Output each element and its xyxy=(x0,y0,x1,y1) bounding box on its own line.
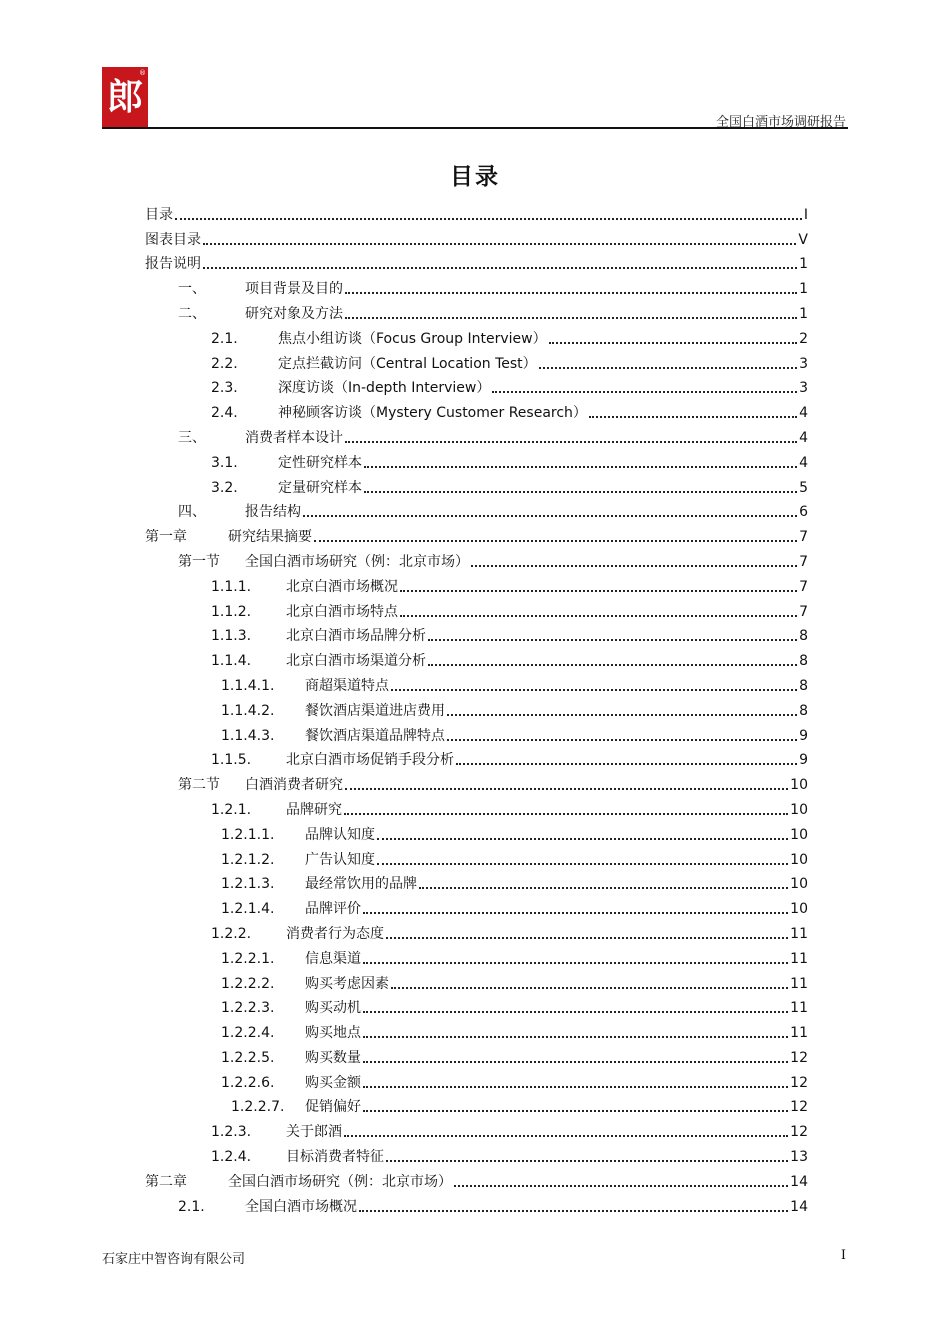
toc-entry-number: 1.2.1.4. xyxy=(221,901,275,918)
toc-entry[interactable] xyxy=(145,794,808,819)
toc-entry-number: 1.2.2.6. xyxy=(221,1074,275,1091)
toc-entry-page: 9 xyxy=(799,752,808,769)
toc-entry-label: 目标消费者特征 xyxy=(286,1149,384,1166)
toc-entry-number: 2.1. xyxy=(178,1198,205,1215)
toc-entry-label: 餐饮酒店渠道品牌特点 xyxy=(305,727,445,744)
toc-entry-page: 8 xyxy=(799,677,808,694)
toc-entry[interactable] xyxy=(145,769,808,794)
toc-entry-page: I xyxy=(803,206,808,223)
toc-entry-page: 3 xyxy=(799,380,808,397)
toc-entry-page: 7 xyxy=(799,603,808,620)
toc-entry-label: 北京白酒市场促销手段分析 xyxy=(286,752,454,769)
toc-entry-label: 信息渠道 xyxy=(305,950,361,967)
toc-entry-number: 1.2.2.7. xyxy=(231,1099,285,1116)
toc-entry-label: 最经常饮用的品牌 xyxy=(305,876,417,893)
toc-entry[interactable] xyxy=(145,1042,808,1067)
toc-leader-dots xyxy=(345,440,797,443)
toc-entry-number: 第一节 xyxy=(178,553,220,570)
toc-entry-label: 研究对象及方法 xyxy=(245,305,343,322)
toc-leader-dots xyxy=(471,564,797,567)
toc-entry-page: 12 xyxy=(790,1074,808,1091)
toc-entry[interactable] xyxy=(145,249,808,274)
toc-entry-number: 2.2. xyxy=(211,355,238,372)
toc-entry[interactable] xyxy=(145,745,808,770)
toc-entry-page: 7 xyxy=(799,553,808,570)
toc-entry-label: 研究结果摘要 xyxy=(228,529,312,546)
toc-entry-label: 购买动机 xyxy=(305,1000,361,1017)
toc-entry-number: 第二章 xyxy=(145,1173,187,1190)
toc-entry-number: 1.2.1. xyxy=(211,801,252,818)
toc-entry-label: 品牌研究 xyxy=(286,801,342,818)
toc-entry[interactable] xyxy=(145,893,808,918)
toc-leader-dots xyxy=(345,316,797,319)
toc-entry-number: 1.2.2. xyxy=(211,925,252,942)
toc-leader-dots xyxy=(447,738,797,741)
toc-entry-number: 1.2.2.3. xyxy=(221,1000,275,1017)
toc-entry[interactable] xyxy=(145,943,808,968)
toc-entry-label: 图表目录 xyxy=(145,231,201,248)
toc-entry-number: 1.2.1.3. xyxy=(221,876,275,893)
toc-entry-label: 品牌评价 xyxy=(305,901,361,918)
toc-entry-page: 9 xyxy=(799,727,808,744)
toc-entry-page: 10 xyxy=(790,851,808,868)
toc-entry-number: 1.1.4.1. xyxy=(221,677,275,694)
toc-entry-page: 11 xyxy=(790,1000,808,1017)
toc-entry-page: 11 xyxy=(790,925,808,942)
toc-entry-label: 项目背景及目的 xyxy=(245,281,343,298)
toc-leader-dots xyxy=(203,242,796,245)
toc-entry[interactable] xyxy=(145,621,808,646)
toc-entry-label: 报告说明 xyxy=(145,256,201,273)
toc-leader-dots xyxy=(314,539,797,542)
toc-entry[interactable] xyxy=(145,1067,808,1092)
toc-entry-page: 10 xyxy=(790,876,808,893)
toc-leader-dots xyxy=(428,663,797,666)
toc-leader-dots xyxy=(391,688,797,691)
toc-leader-dots xyxy=(447,713,797,716)
toc-entry-label: 报告结构 xyxy=(245,504,301,521)
toc-entry-label: 购买地点 xyxy=(305,1025,361,1042)
toc-entry-page: 5 xyxy=(799,479,808,496)
toc-entry-page: 12 xyxy=(790,1049,808,1066)
toc-entry[interactable] xyxy=(145,720,808,745)
page-title: 目录 xyxy=(450,164,500,190)
toc-leader-dots xyxy=(363,1085,788,1088)
toc-entry[interactable] xyxy=(145,422,808,447)
toc-leader-dots xyxy=(364,465,797,468)
toc-entry-page: 4 xyxy=(799,454,808,471)
toc-entry-page: 14 xyxy=(790,1173,808,1190)
toc-entry-page: 1 xyxy=(799,305,808,322)
toc-entry-page: 8 xyxy=(799,628,808,645)
toc-entry-number: 3.2. xyxy=(211,479,238,496)
toc-entry-label: 购买金额 xyxy=(305,1074,361,1091)
toc-entry[interactable] xyxy=(145,273,808,298)
toc-entry[interactable] xyxy=(145,521,808,546)
toc-entry-page: 7 xyxy=(799,529,808,546)
toc-entry[interactable] xyxy=(145,993,808,1018)
toc-entry-label: 深度访谈（In-depth Interview） xyxy=(278,380,491,397)
registered-mark: ® xyxy=(139,69,146,77)
toc-entry-label: 全国白酒市场概况 xyxy=(245,1198,357,1215)
toc-leader-dots xyxy=(203,266,797,269)
toc-entry-number: 3.1. xyxy=(211,454,238,471)
toc-entry-page: 4 xyxy=(799,405,808,422)
toc-leader-dots xyxy=(386,936,788,939)
toc-entry-number: 二、 xyxy=(178,305,206,322)
toc-entry[interactable] xyxy=(145,323,808,348)
toc-entry-page: 1 xyxy=(799,281,808,298)
toc-entry[interactable] xyxy=(145,1017,808,1042)
toc-entry[interactable] xyxy=(145,1141,808,1166)
toc-entry[interactable] xyxy=(145,819,808,844)
toc-leader-dots xyxy=(428,638,797,641)
toc-leader-dots xyxy=(377,862,788,865)
toc-entry-number: 1.2.3. xyxy=(211,1124,252,1141)
toc-leader-dots xyxy=(419,886,788,889)
toc-entry[interactable] xyxy=(145,447,808,472)
toc-leader-dots xyxy=(175,217,802,220)
toc-entry-number: 1.2.2.1. xyxy=(221,950,275,967)
toc-leader-dots xyxy=(363,1060,788,1063)
toc-leader-dots xyxy=(364,490,797,493)
toc-entry-label: 关于郎酒 xyxy=(286,1124,342,1141)
toc-leader-dots xyxy=(400,589,797,592)
header-title: 全国白酒市场调研报告 xyxy=(715,115,846,130)
toc-entry[interactable] xyxy=(145,472,808,497)
toc-entry[interactable] xyxy=(145,373,808,398)
toc-leader-dots xyxy=(363,1010,788,1013)
toc-entry-page: 10 xyxy=(790,826,808,843)
toc-entry-page: 12 xyxy=(790,1099,808,1116)
toc-leader-dots xyxy=(344,812,788,815)
toc-leader-dots xyxy=(303,514,797,517)
toc-entry-page: 10 xyxy=(790,777,808,794)
toc-entry-label: 餐饮酒店渠道进店费用 xyxy=(305,702,445,719)
toc-leader-dots xyxy=(391,986,788,989)
toc-entry-label: 白酒消费者研究 xyxy=(245,777,343,794)
toc-entry[interactable] xyxy=(145,968,808,993)
toc-entry-label: 消费者行为态度 xyxy=(286,925,384,942)
toc-entry-number: 2.3. xyxy=(211,380,238,397)
toc-leader-dots xyxy=(454,1184,788,1187)
toc-entry[interactable] xyxy=(145,1166,808,1191)
toc-entry-number: 一、 xyxy=(178,281,206,298)
brand-logo xyxy=(102,67,148,127)
toc-leader-dots xyxy=(363,1109,788,1112)
toc-entry[interactable] xyxy=(145,645,808,670)
table-of-contents xyxy=(145,199,808,1216)
toc-entry[interactable] xyxy=(145,497,808,522)
toc-entry-number: 2.1. xyxy=(211,330,238,347)
toc-entry-label: 北京白酒市场概况 xyxy=(286,578,398,595)
toc-leader-dots xyxy=(359,1209,788,1212)
toc-leader-dots xyxy=(589,415,797,418)
toc-entry-label: 广告认知度 xyxy=(305,851,375,868)
toc-entry[interactable] xyxy=(145,869,808,894)
toc-entry-label: 定点拦截访问（Central Location Test） xyxy=(278,355,537,372)
toc-entry-number: 1.1.4.2. xyxy=(221,702,275,719)
toc-entry-label: 购买数量 xyxy=(305,1049,361,1066)
toc-entry-number: 1.2.2.2. xyxy=(221,975,275,992)
toc-leader-dots xyxy=(492,390,797,393)
toc-leader-dots xyxy=(345,291,797,294)
toc-entry-label: 北京白酒市场特点 xyxy=(286,603,398,620)
toc-entry-label: 焦点小组访谈（Focus Group Interview） xyxy=(278,330,547,347)
toc-entry[interactable] xyxy=(145,918,808,943)
toc-entry[interactable] xyxy=(145,348,808,373)
toc-entry[interactable] xyxy=(145,1092,808,1117)
toc-entry-page: 11 xyxy=(790,950,808,967)
toc-entry-page: 8 xyxy=(799,702,808,719)
footer-page-number: I xyxy=(840,1248,846,1263)
toc-entry-label: 全国白酒市场研究（例：北京市场） xyxy=(245,553,469,570)
toc-entry[interactable] xyxy=(145,224,808,249)
toc-leader-dots xyxy=(363,911,788,914)
toc-entry-page: 13 xyxy=(790,1149,808,1166)
header-divider xyxy=(102,127,848,129)
toc-entry[interactable] xyxy=(145,298,808,323)
toc-entry-number: 1.2.1.1. xyxy=(221,826,275,843)
toc-entry-label: 定量研究样本 xyxy=(278,479,362,496)
toc-entry-page: 10 xyxy=(790,901,808,918)
toc-entry-label: 品牌认知度 xyxy=(305,826,375,843)
toc-leader-dots xyxy=(345,787,788,790)
toc-entry-number: 第二节 xyxy=(178,777,220,794)
toc-entry-page: 4 xyxy=(799,429,808,446)
toc-entry-number: 1.1.1. xyxy=(211,578,252,595)
toc-leader-dots xyxy=(377,837,788,840)
toc-entry-page: 8 xyxy=(799,653,808,670)
toc-entry-page: 7 xyxy=(799,578,808,595)
toc-leader-dots xyxy=(344,1134,788,1137)
toc-entry[interactable] xyxy=(145,546,808,571)
toc-entry[interactable] xyxy=(145,596,808,621)
toc-entry-label: 消费者样本设计 xyxy=(245,429,343,446)
toc-entry[interactable] xyxy=(145,199,808,224)
toc-entry-page: 6 xyxy=(799,504,808,521)
footer-company: 石家庄中智咨询有限公司 xyxy=(102,1252,246,1267)
toc-entry-page: 11 xyxy=(790,975,808,992)
toc-entry-label: 北京白酒市场品牌分析 xyxy=(286,628,426,645)
toc-entry[interactable] xyxy=(145,1116,808,1141)
toc-entry-number: 1.2.1.2. xyxy=(221,851,275,868)
toc-entry-number: 四、 xyxy=(178,504,206,521)
toc-leader-dots xyxy=(386,1159,788,1162)
toc-entry-number: 三、 xyxy=(178,429,206,446)
toc-entry-number: 1.2.2.5. xyxy=(221,1049,275,1066)
toc-entry[interactable] xyxy=(145,670,808,695)
toc-entry[interactable] xyxy=(145,844,808,869)
toc-entry[interactable] xyxy=(145,695,808,720)
toc-entry-label: 目录 xyxy=(145,206,173,223)
toc-entry[interactable] xyxy=(145,571,808,596)
toc-entry-page: 2 xyxy=(799,330,808,347)
toc-leader-dots xyxy=(400,614,797,617)
toc-leader-dots xyxy=(539,366,797,369)
toc-entry-number: 第一章 xyxy=(145,529,187,546)
toc-entry-page: 14 xyxy=(790,1198,808,1215)
toc-entry-label: 北京白酒市场渠道分析 xyxy=(286,653,426,670)
toc-entry-number: 2.4. xyxy=(211,405,238,422)
toc-leader-dots xyxy=(549,341,797,344)
toc-leader-dots xyxy=(456,762,797,765)
toc-entry-number: 1.2.4. xyxy=(211,1149,252,1166)
toc-entry[interactable] xyxy=(145,397,808,422)
toc-entry-page: 10 xyxy=(790,801,808,818)
toc-entry-page: 12 xyxy=(790,1124,808,1141)
toc-entry-number: 1.1.2. xyxy=(211,603,252,620)
toc-entry-page: 11 xyxy=(790,1025,808,1042)
toc-entry-page: 1 xyxy=(799,256,808,273)
toc-leader-dots xyxy=(363,961,788,964)
toc-entry-number: 1.1.4.3. xyxy=(221,727,275,744)
toc-entry-number: 1.1.4. xyxy=(211,653,252,670)
toc-leader-dots xyxy=(363,1035,788,1038)
toc-entry-page: 3 xyxy=(799,355,808,372)
toc-entry-number: 1.2.2.4. xyxy=(221,1025,275,1042)
toc-entry-label: 商超渠道特点 xyxy=(305,677,389,694)
toc-entry-label: 神秘顾客访谈（Mystery Customer Research） xyxy=(278,405,587,422)
toc-entry[interactable] xyxy=(145,1191,808,1216)
toc-entry-page: V xyxy=(798,231,808,248)
toc-entry-label: 促销偏好 xyxy=(305,1099,361,1116)
toc-entry-number: 1.1.5. xyxy=(211,752,252,769)
toc-entry-label: 全国白酒市场研究（例：北京市场） xyxy=(228,1173,452,1190)
toc-entry-number: 1.1.3. xyxy=(211,628,252,645)
logo-glyph: 郎 xyxy=(106,76,143,118)
toc-entry-label: 定性研究样本 xyxy=(278,454,362,471)
toc-entry-label: 购买考虑因素 xyxy=(305,975,389,992)
